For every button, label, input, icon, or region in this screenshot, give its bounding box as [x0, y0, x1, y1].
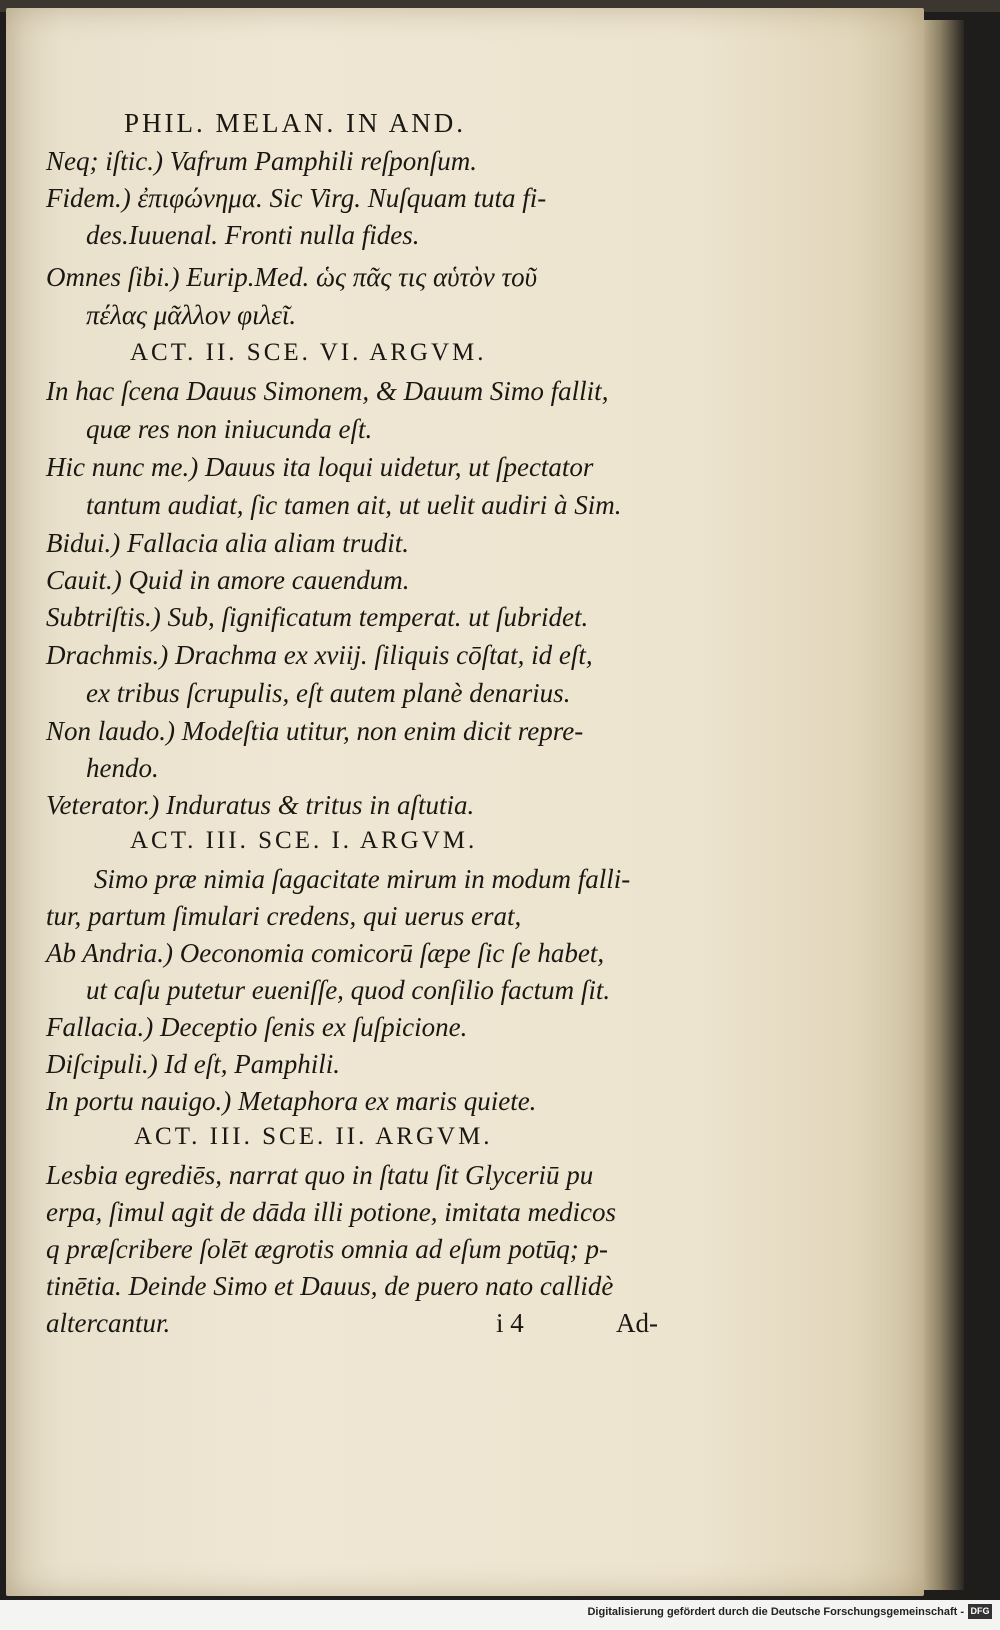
text-line: Subtriſtis.) Sub, ſignificatum temperat. ut ſubridet. — [46, 602, 589, 632]
section-heading: ACT. II. SCE. VI. ARGVM. — [130, 339, 487, 366]
text-line: Non laudo.) Modeſtia utitur, non enim dicit repre- — [46, 716, 584, 746]
text-line: tantum audiat, ſic tamen ait, ut uelit audiri à Sim. — [86, 490, 622, 520]
text-line: πέλας μᾶλλον φιλεῖ. — [86, 300, 297, 330]
text-line: Fallacia.) Deceptio ſenis ex ſuſpicione. — [46, 1012, 468, 1042]
text-line: Drachmis.) Drachma ex xviij. ſiliquis cōſtat, id eſt, — [46, 640, 593, 670]
text-line: tur, partum ſimulari credens, qui uerus erat, — [46, 901, 522, 931]
dfg-logo: DFG — [968, 1604, 992, 1619]
signature-mark: i 4 — [496, 1308, 524, 1338]
text-line: quæ res non iniucunda eſt. — [86, 414, 373, 444]
digitization-credit: Digitalisierung gefördert durch die Deutsche Forschungsgemeinschaft - — [587, 1606, 964, 1618]
text-line: tinētia. Deinde Simo et Dauus, de puero nato callidè — [46, 1271, 614, 1301]
text-line: ex tribus ſcrupulis, eſt autem planè denarius. — [86, 678, 571, 708]
text-line: In portu nauigo.) Metaphora ex maris quiete. — [46, 1086, 537, 1116]
text-line: Cauit.) Quid in amore cauendum. — [46, 565, 410, 595]
text-line: Bidui.) Fallacia alia aliam trudit. — [46, 528, 409, 558]
catchword: Ad- — [616, 1308, 658, 1338]
text-line: Veterator.) Induratus & tritus in aſtutia. — [46, 790, 475, 820]
text-line: hendo. — [86, 753, 159, 783]
text-line: Lesbia egrediēs, narrat quo in ſtatu ſit Glyceriū pu — [46, 1160, 594, 1190]
text-line: Simo præ nimia ſagacitate mirum in modum falli- — [94, 864, 631, 894]
text-line: Ab Andria.) Oeconomia comicorū ſæpe ſic ſe habet, — [46, 938, 605, 968]
text-line: q præſcribere ſolēt ægrotis omnia ad eſum potūq; p- — [46, 1234, 608, 1264]
text-line: Diſcipuli.) Id eſt, Pamphili. — [46, 1049, 340, 1079]
text-line: des.Iuuenal. Fronti nulla fides. — [86, 220, 420, 250]
text-line: Omnes ſibi.) Eurip.Med. ὡς πᾶς τις αὑτὸν τοῦ — [46, 262, 538, 292]
text-line: Neq; iſtic.) Vafrum Pamphili reſponſum. — [46, 146, 477, 176]
text-line: erpa, ſimul agit de dāda illi potione, imitata medicos — [46, 1197, 616, 1227]
text-line: altercantur. — [46, 1308, 171, 1338]
text-line: Hic nunc me.) Dauus ita loqui uidetur, ut ſpectator — [46, 452, 594, 482]
section-heading: ACT. III. SCE. I. ARGVM. — [130, 827, 478, 854]
book-page-edges — [924, 20, 964, 1590]
text-line: In hac ſcena Dauus Simonem, & Dauum Simo fallit, — [46, 376, 609, 406]
text-line: Fidem.) ἐπιφώνημα. Sic Virg. Nuſquam tuta fi- — [46, 183, 547, 213]
section-heading: ACT. III. SCE. II. ARGVM. — [134, 1123, 493, 1150]
text-line: ut caſu putetur eueniſſe, quod conſilio factum ſit. — [86, 975, 611, 1005]
running-head: PHIL. MELAN. IN AND. — [124, 108, 466, 138]
